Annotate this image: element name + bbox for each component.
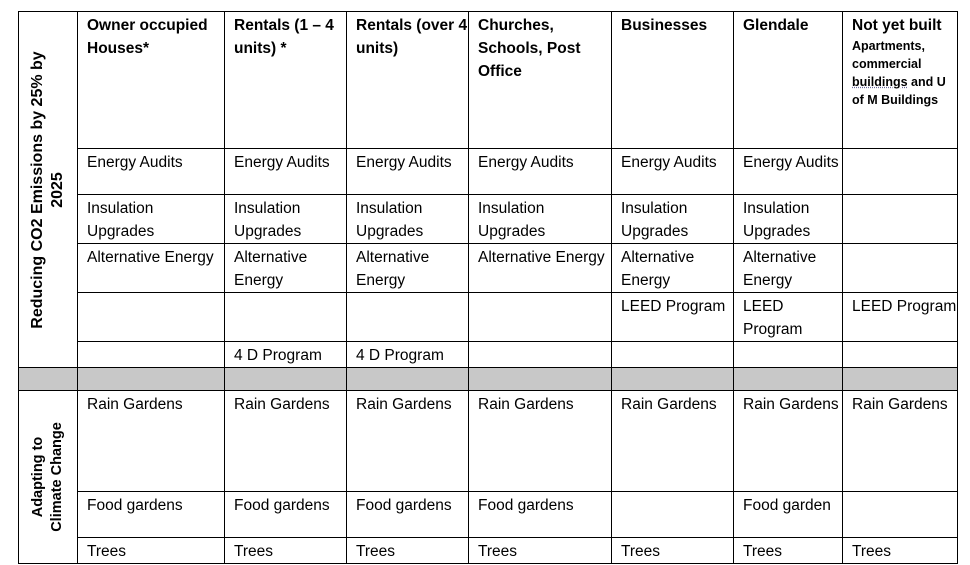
table-cell: Alternative Energy: [612, 244, 734, 293]
table-cell: LEED Program: [734, 293, 843, 342]
table-cell: Energy Audits: [612, 149, 734, 195]
table-cell: Rain Gardens: [612, 391, 734, 492]
table-row: [19, 342, 958, 368]
table-cell: Energy Audits: [78, 149, 225, 195]
column-header-not-yet-built-note: Apartments, commercial buildings and U of M Buildings: [852, 39, 946, 107]
table-cell: Trees: [225, 538, 347, 564]
table-cell: [78, 293, 225, 342]
column-header-glendale: Glendale: [734, 12, 843, 149]
table-cell: Insulation Upgrades: [734, 195, 843, 244]
table-cell: Rain Gardens: [734, 391, 843, 492]
section-label-emissions-line2: 2025: [49, 171, 66, 208]
table-cell: 4 D Program: [347, 342, 469, 368]
table-row: [19, 492, 958, 538]
table-cell: Trees: [469, 538, 612, 564]
table-cell: Trees: [78, 538, 225, 564]
column-header-rentals-large: Rentals (over 4 units): [347, 12, 469, 149]
table-cell: Insulation Upgrades: [78, 195, 225, 244]
header-row: [19, 12, 958, 149]
table-row: [19, 538, 958, 564]
table-cell: Rain Gardens: [78, 391, 225, 492]
table-cell: Insulation Upgrades: [612, 195, 734, 244]
section-label-emissions: [19, 12, 78, 368]
table-cell: 4 D Program: [225, 342, 347, 368]
table-cell: Food gardens: [78, 492, 225, 538]
table-row: [19, 293, 958, 342]
separator-row: [19, 368, 958, 391]
section-label-adapting-line1: Adapting to: [30, 436, 46, 518]
table-cell: [843, 244, 958, 293]
table-cell: LEED Program: [612, 293, 734, 342]
table-cell: Energy Audits: [734, 149, 843, 195]
table-cell: [78, 342, 225, 368]
table-cell: Food gardens: [347, 492, 469, 538]
column-header-owner-occupied: Owner occupied Houses*: [78, 12, 225, 149]
column-header-businesses: Businesses: [612, 12, 734, 149]
table-cell: [843, 342, 958, 368]
table-cell: Alternative Energy: [734, 244, 843, 293]
table-cell: Food gardens: [469, 492, 612, 538]
table-cell: Insulation Upgrades: [347, 195, 469, 244]
table-row: [19, 195, 958, 244]
table-cell: Insulation Upgrades: [225, 195, 347, 244]
table-cell: Alternative Energy: [347, 244, 469, 293]
section-label-emissions-line1: Reducing CO2 Emissions by 25% by: [29, 50, 46, 329]
table-cell: Alternative Energy: [78, 244, 225, 293]
column-header-not-yet-built: [843, 12, 958, 149]
table-cell: [734, 342, 843, 368]
strategy-table: [18, 11, 958, 564]
table-cell: Trees: [347, 538, 469, 564]
table-cell: Insulation Upgrades: [469, 195, 612, 244]
table-cell: Energy Audits: [347, 149, 469, 195]
table-cell: [469, 342, 612, 368]
table-cell: [612, 492, 734, 538]
section-label-adapting-line2: Climate Change: [49, 422, 65, 532]
table-cell: [843, 492, 958, 538]
table-cell: Energy Audits: [469, 149, 612, 195]
table-cell: Energy Audits: [225, 149, 347, 195]
table-cell: [612, 342, 734, 368]
table-cell: Rain Gardens: [843, 391, 958, 492]
table-row: [19, 391, 958, 492]
table-cell: LEED Program: [843, 293, 958, 342]
section-label-adapting: [19, 391, 78, 564]
table-cell: [843, 195, 958, 244]
column-header-institutions: Churches, Schools, Post Office: [469, 12, 612, 149]
table-cell: Trees: [734, 538, 843, 564]
table-cell: Rain Gardens: [347, 391, 469, 492]
table-cell: Alternative Energy: [469, 244, 612, 293]
table-cell: [843, 149, 958, 195]
table-cell: Alternative Energy: [225, 244, 347, 293]
column-header-not-yet-built-title: Not yet built: [852, 17, 942, 34]
table-row: [19, 149, 958, 195]
table-cell: [347, 293, 469, 342]
table-cell: Food garden: [734, 492, 843, 538]
table-cell: Rain Gardens: [225, 391, 347, 492]
table-cell: [469, 293, 612, 342]
column-header-rentals-small: Rentals (1 – 4 units) *: [225, 12, 347, 149]
table-cell: Rain Gardens: [469, 391, 612, 492]
table-cell: Food gardens: [225, 492, 347, 538]
table-cell: [225, 293, 347, 342]
table-row: [19, 244, 958, 293]
table-cell: Trees: [612, 538, 734, 564]
table-cell: Trees: [843, 538, 958, 564]
